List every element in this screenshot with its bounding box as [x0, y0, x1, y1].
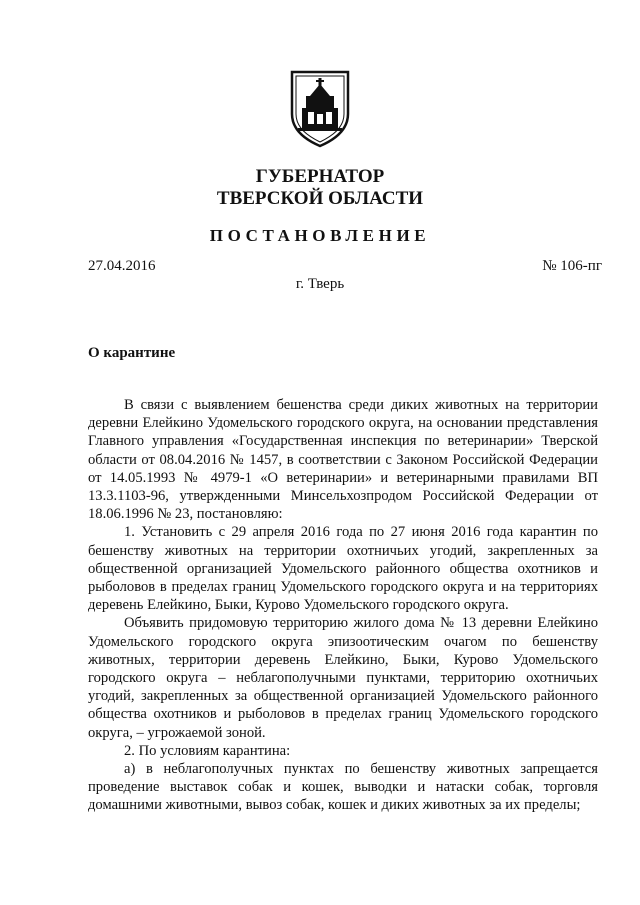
paragraph-declaration: Объявить придомовую территорию жилого дома № 13 деревни Елейкино Удомельского городского округа эпизоотическим очагом по бешенству животных, территории деревень Елейкино, Быки, Курово Удомельского городского округа – неблагополучными пунктами, территорию охотничьих угодий, закрепленных за общественной организацией Удомельского районного общества охотников и рыболовов в пределах границ Удомельского городского округа, – угрожаемой зоной.	[88, 615, 598, 741]
document-city: г. Тверь	[295, 276, 345, 292]
paragraph-item-2: 2. По условиям карантина:	[124, 742, 291, 759]
header-governor: ГУБЕРНАТОР	[255, 166, 385, 187]
document-date: 27.04.2016	[88, 258, 156, 274]
document-body	[88, 396, 598, 815]
header-region: ТВЕРСКОЙ ОБЛАСТИ	[216, 188, 424, 209]
coat-of-arms-icon	[288, 68, 352, 148]
paragraph-item-1: 1. Установить с 29 апреля 2016 года по 27 июня 2016 года карантин по бешенству животных на территории охотничьих угодий, закрепленных за общественной организацией Удомельского районного общества охотников и рыболовов в пределах границ Удомельского городского округа и на территориях деревень Елейкино, Быки, Курово Удомельского городского округа.	[88, 524, 598, 614]
paragraph-preamble: В связи с выявлением бешенства среди диких животных на территории деревни Елейкино Удомельского городского округа, на основании представления Главного управления «Государственная инспекция по ветеринарии» Тверской области от 08.04.2016 № 1457, в соответствии с Законом Российской Федерации от 14.05.1993 № 4979-1 «О ветеринарии» и ветеринарными правилами ВП 13.3.1103-96, утвержденными Минсельхозпродом Российской Федерации от 18.06.1996 № 23, постановляю:	[88, 397, 598, 523]
document-subject: О карантине	[88, 345, 176, 361]
paragraph-item-2a: а) в неблагополучных пунктах по бешенству животных запрещается проведение выставок собак и кошек, выводки и натаски собак, торговля домашними животными, вывоз собак, кошек и диких животных за их пределы;	[88, 761, 598, 814]
document-number: № 106-пг	[542, 258, 602, 274]
document-type-title: ПОСТАНОВЛЕНИЕ	[209, 226, 431, 245]
